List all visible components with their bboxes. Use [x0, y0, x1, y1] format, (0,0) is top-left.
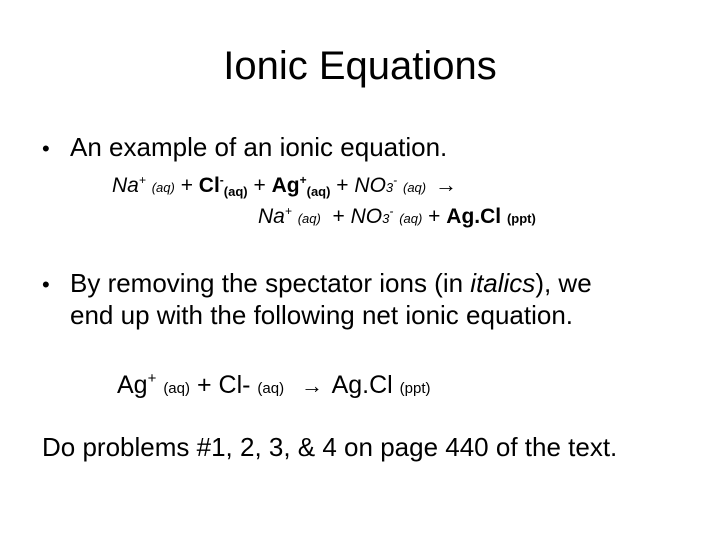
cl-ion: $Cl^-_{(aq)}$	[198, 173, 248, 199]
bullet-dot: •	[42, 136, 50, 161]
bullet-2-line-2: end up with the following net ionic equation.	[70, 300, 574, 330]
na-ion: Na+ (aq)	[258, 204, 321, 228]
bullet-2-line-1: By removing the spectator ions (in italics), we	[70, 268, 592, 298]
net-ionic-equation: Ag+ (aq) + Cl- (aq) → Ag.Cl (ppt)	[117, 370, 431, 399]
agcl-precipitate: Ag.Cl (ppt)	[446, 205, 536, 228]
ionic-equation-line-2: Na+ (aq) + NO3- (aq) + Ag.Cl (ppt)	[258, 204, 536, 228]
ag-ion: $Ag^+_{(aq)}$	[271, 173, 331, 199]
bullet-1-text: An example of an ionic equation.	[70, 132, 448, 162]
no3-ion: NO3- (aq)	[354, 173, 427, 197]
ionic-equation-line-1: Na+ $(aq) + Cl^-_{(aq)} + Ag^+_{(aq)} + NO3^-$ (aq) →	[112, 172, 460, 199]
bullet-dot: •	[42, 272, 50, 297]
reaction-arrow-icon: →	[301, 373, 323, 398]
agcl-precipitate: Ag.Cl (ppt)	[331, 371, 431, 399]
reaction-arrow-icon: →	[434, 172, 457, 197]
no3-ion: NO3- (aq)	[350, 204, 423, 228]
ag-ion: Ag+ (aq)	[117, 370, 190, 399]
assignment-text: Do problems #1, 2, 3, & 4 on page 440 of the text.	[42, 432, 618, 462]
cl-ion: Cl- (aq)	[218, 371, 285, 399]
na-ion: Na+ (aq)	[112, 173, 175, 197]
slide-title: Ionic Equations	[223, 44, 497, 88]
